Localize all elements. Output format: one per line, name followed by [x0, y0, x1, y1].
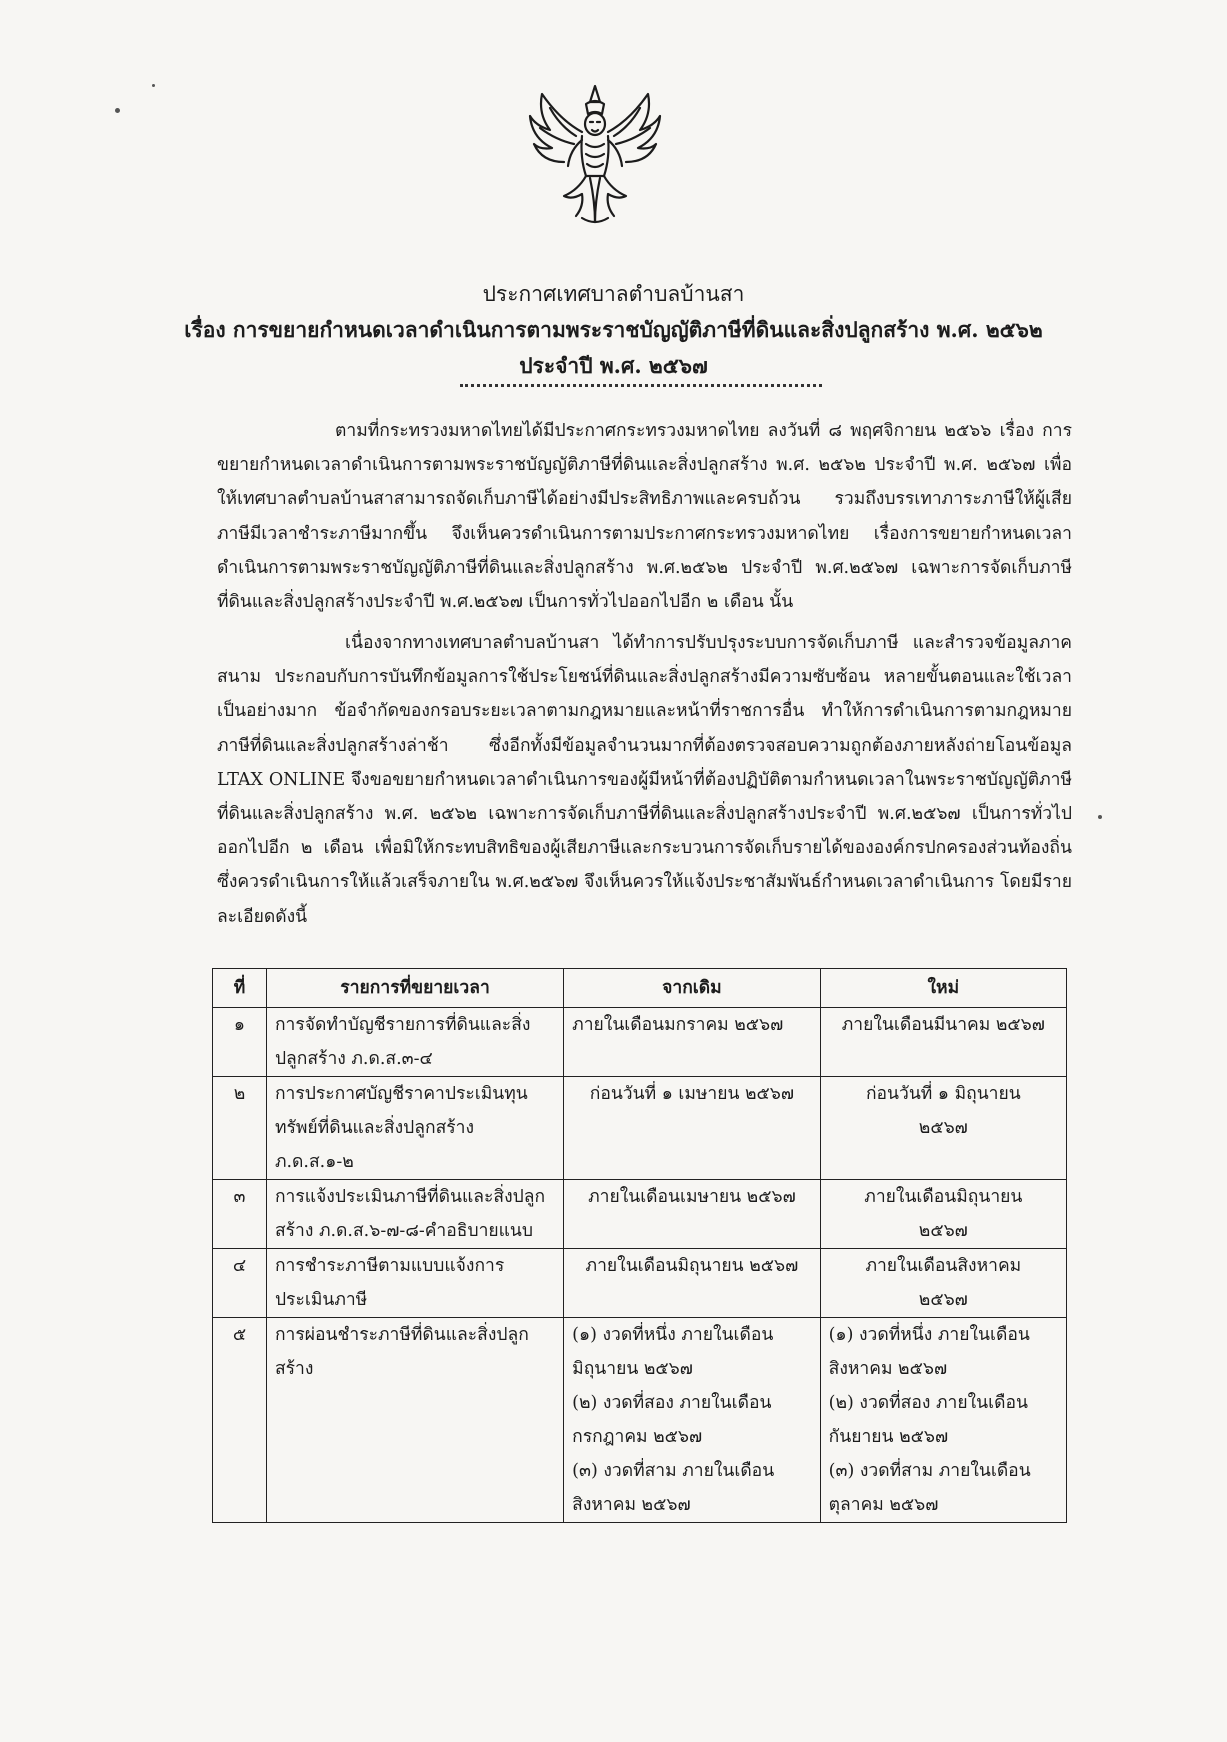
scan-speck: [152, 84, 155, 87]
schedule-table: [212, 968, 1067, 1523]
table-row: [213, 1249, 1067, 1318]
row-old-deadline: ภายในเดือนเมษายน ๒๕๖๗: [564, 1180, 821, 1249]
paragraph-reason: เนื่องจากทางเทศบาลตำบลบ้านสา ได้ทำการปรับปรุงระบบการจัดเก็บภาษี และสำรวจข้อมูลภาคสนาม ประกอบกับการบันทึกข้อมูลการใช้ประโยชน์ที่ดินและสิ่งปลูกสร้างมีความซับซ้อน หลายขั้นตอนและใช้เวลาเป็นอย่างมาก ข้อจำกัดของกรอบระยะเวลาตามกฎหมายและหน้าที่ราชการอื่น ทำให้การดำเนินการตามกฎหมายภาษีที่ดินและสิ่งปลูกสร้างล่าช้า ซึ่งอีกทั้งมีข้อมูลจำนวนมากที่ต้องตรวจสอบความถูกต้องภายหลังถ่ายโอนข้อมูล LTAX ONLINE จึงขอขยายกำหนดเวลาดำเนินการของผู้มีหน้าที่ต้องปฏิบัติตามกำหนดเวลาในพระราชบัญญัติภาษีที่ดินและสิ่งปลูกสร้าง พ.ศ. ๒๕๖๒ เฉพาะการจัดเก็บภาษีที่ดินและสิ่งปลูกสร้างประจำปี พ.ศ.๒๕๖๗ เป็นการทั่วไปออกไปอีก ๒ เดือน เพื่อมิให้กระทบสิทธิของผู้เสียภาษีและกระบวนการจัดเก็บรายได้ขององค์กรปกครองส่วนท้องถิ่นซึ่งควรดำเนินการให้แล้วเสร็จภายใน พ.ศ.๒๕๖๗ จึงเห็นควรให้แจ้งประชาสัมพันธ์กำหนดเวลาดำเนินการ โดยมีรายละเอียดดังนี้: [217, 633, 1072, 927]
dotted-divider: [460, 384, 822, 387]
table-row: [213, 1318, 1067, 1523]
paragraph-intro: ตามที่กระทรวงมหาดไทยได้มีประกาศกระทรวงมหาดไทย ลงวันที่ ๘ พฤศจิกายน ๒๕๖๖ เรื่อง การขยายกำหนดเวลาดำเนินการตามพระราชบัญญัติภาษีที่ดินและสิ่งปลูกสร้าง พ.ศ. ๒๕๖๒ ประจำปี พ.ศ. ๒๕๖๗ เพื่อให้เทศบาลตำบลบ้านสาสามารถจัดเก็บภาษีได้อย่างมีประสิทธิภาพและครบถ้วน รวมถึงบรรเทาภาระภาษีให้ผู้เสียภาษีมีเวลาชำระภาษีมากขึ้น จึงเห็นควรดำเนินการตามประกาศกระทรวงมหาดไทย เรื่องการขยายกำหนดเวลาดำเนินการตามพระราชบัญญัติภาษีที่ดินและสิ่งปลูกสร้าง พ.ศ.๒๕๖๒ ประจำปี พ.ศ.๒๕๖๗ เฉพาะการจัดเก็บภาษีที่ดินและสิ่งปลูกสร้างประจำปี พ.ศ.๒๕๖๗ เป็นการทั่วไปออกไปอีก ๒ เดือน นั้น: [217, 421, 1072, 613]
scan-speck: [1098, 815, 1102, 819]
announcement-subject: เรื่อง การขยายกำหนดเวลาดำเนินการตามพระราชบัญญัติภาษีที่ดินและสิ่งปลูกสร้าง พ.ศ. ๒๕๖๒: [184, 317, 1043, 342]
row-old-deadline: ภายในเดือนมิถุนายน ๒๕๖๗: [564, 1249, 821, 1318]
header-new: ใหม่: [820, 969, 1066, 1008]
row-item: การชำระภาษีตามแบบแจ้งการ ประเมินภาษี: [266, 1249, 563, 1318]
row-old-deadline: ภายในเดือนมกราคม ๒๕๖๗: [564, 1008, 821, 1077]
row-new-deadline: ภายในเดือนมีนาคม ๒๕๖๗: [820, 1008, 1066, 1077]
row-new-deadline: ก่อนวันที่ ๑ มิถุนายน ๒๕๖๗: [820, 1077, 1066, 1180]
garuda-emblem-icon: [520, 80, 670, 230]
row-new-deadline: (๑) งวดที่หนึ่ง ภายในเดือน สิงหาคม ๒๕๖๗ (๒) งวดที่สอง ภายในเดือน กันยายน ๒๕๖๗ (๓) งวดที่สาม ภายในเดือน ตุลาคม ๒๕๖๗: [820, 1318, 1066, 1523]
row-number: ๓: [213, 1180, 267, 1249]
announcement-title: ประกาศเทศบาลตำบลบ้านสา: [482, 282, 745, 306]
header-no: ที่: [213, 969, 267, 1008]
announcement-year: ประจำปี พ.ศ. ๒๕๖๗: [519, 353, 708, 378]
row-item: การประกาศบัญชีราคาประเมินทุน ทรัพย์ที่ดินและสิ่งปลูกสร้าง ภ.ด.ส.๑-๒: [266, 1077, 563, 1180]
announcement-header: [0, 276, 1227, 384]
row-item: การจัดทำบัญชีรายการที่ดินและสิ่ง ปลูกสร้าง ภ.ด.ส.๓-๔: [266, 1008, 563, 1077]
header-item: รายการที่ขยายเวลา: [266, 969, 563, 1008]
table-row: [213, 1008, 1067, 1077]
row-old-deadline: (๑) งวดที่หนึ่ง ภายในเดือน มิถุนายน ๒๕๖๗ (๒) งวดที่สอง ภายในเดือน กรกฎาคม ๒๕๖๗ (๓) งวดที่สาม ภายในเดือน สิงหาคม ๒๕๖๗: [564, 1318, 821, 1523]
table-row: [213, 1077, 1067, 1180]
row-number: ๑: [213, 1008, 267, 1077]
table-header-row: [213, 969, 1067, 1008]
table-row: [213, 1180, 1067, 1249]
row-old-deadline: ก่อนวันที่ ๑ เมษายน ๒๕๖๗: [564, 1077, 821, 1180]
row-new-deadline: ภายในเดือนสิงหาคม ๒๕๖๗: [820, 1249, 1066, 1318]
header-old: จากเดิม: [564, 969, 821, 1008]
row-item: การผ่อนชำระภาษีที่ดินและสิ่งปลูก สร้าง: [266, 1318, 563, 1523]
row-number: ๒: [213, 1077, 267, 1180]
row-item: การแจ้งประเมินภาษีที่ดินและสิ่งปลูก สร้าง ภ.ด.ส.๖-๗-๘-คำอธิบายแนบ: [266, 1180, 563, 1249]
row-number: ๔: [213, 1249, 267, 1318]
row-new-deadline: ภายในเดือนมิถุนายน ๒๕๖๗: [820, 1180, 1066, 1249]
row-number: ๕: [213, 1318, 267, 1523]
scan-speck: [115, 108, 120, 113]
